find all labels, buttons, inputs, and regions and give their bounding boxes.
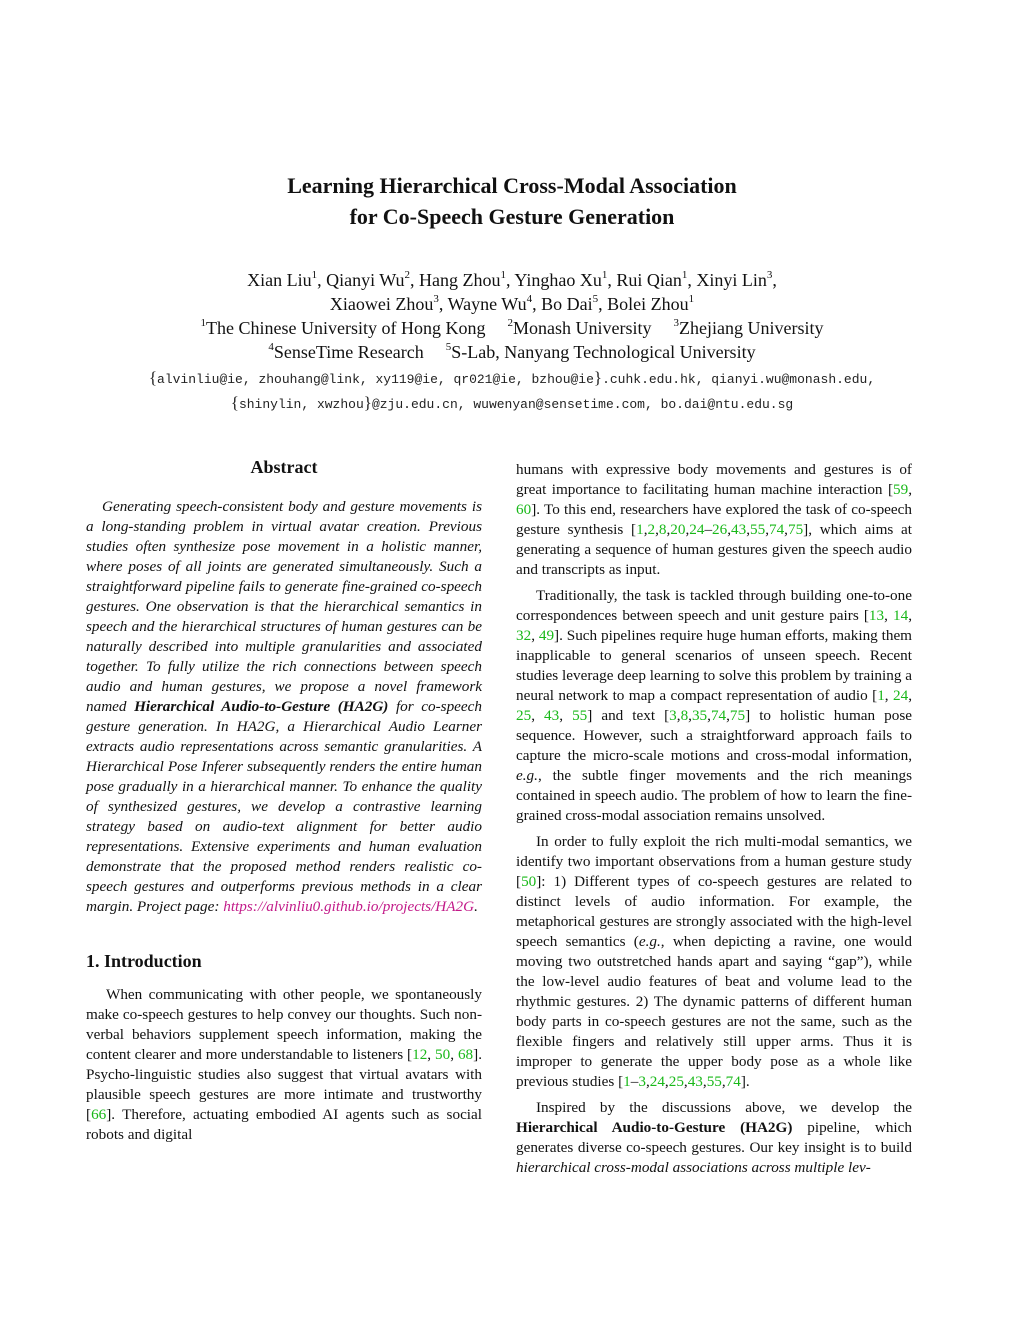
body-paragraph: In order to fully exploit the rich multi-modal semantics, we identify two important observations from a human gesture study [50]: 1) Different types of co-speech gestures are related to distinct levels of audio information. For example, the metaphorical gestures are strongly associated with the high-level speech semantics (e.g., when depicting a ravine, one would moving two outstretched hands apart and saying “gap”), while the low-level audio features of beat and volume lead to the rhythmic gestures. 2) The dynamic patterns of different human body parts in co-speech gestures are not the same, such as the flexible fingers and relatively still upper arms. Thus it is improper to generate the upper body pose as a whole like previous studies [1–3,24,25,43,55,74]. xyxy=(516,833,912,1090)
author-name: Wayne Wu xyxy=(447,294,527,314)
citation-link[interactable]: 24 xyxy=(649,1073,665,1090)
paper-title xyxy=(0,170,1024,232)
citation-link[interactable]: 74 xyxy=(768,521,785,538)
citation-link[interactable]: 25 xyxy=(668,1073,684,1090)
email-group: alvinliu@ie, zhouhang@link, xy119@ie, qr021@ie, bzhou@ie xyxy=(157,372,594,387)
citation-link[interactable]: 1 xyxy=(877,687,885,704)
citation-link[interactable]: 2 xyxy=(647,521,656,538)
body-paragraph: humans with expressive body movements and gestures is of great importance to facilitating human machine interaction [59, 60]. To this end, researchers have explored the task of co-speech gesture synthesis [1,2,8,20,24–26,43,55,74,75], which aims at generating a sequence of human gestures given the speech audio and transcripts as input. xyxy=(516,461,912,578)
author-line-1: Xian Liu$^1$, Qianyi Wu$^2$, Hang Zhou$^1$, Yinghao Xu$^1$, Rui Qian$^1$, Xinyi Lin$^3$, xyxy=(247,269,777,290)
introduction-heading: 1. Introduction xyxy=(86,951,202,971)
affiliation-line-1 xyxy=(0,316,1024,340)
citation-link[interactable]: 55 xyxy=(706,1073,722,1090)
author-sup: 2 xyxy=(404,269,411,281)
citation-link[interactable]: 24 xyxy=(689,521,705,538)
title-line-2: for Co-Speech Gesture Generation xyxy=(349,204,675,229)
citation-link[interactable]: 35 xyxy=(691,707,708,724)
citation-link[interactable]: 20 xyxy=(670,521,686,538)
author-name: Yinghao Xu xyxy=(514,270,602,290)
text-run: In order to fully exploit the rich multi-modal semantics, we identify two important observations from a human gesture study [ xyxy=(516,833,912,890)
citation-link[interactable]: 75 xyxy=(787,521,804,538)
email-suffix: .cuhk.edu.hk, qianyi.wu@monash.edu, xyxy=(602,372,876,387)
abstract-heading: Abstract xyxy=(250,457,318,477)
affiliation-name: SenseTime Research xyxy=(273,342,424,362)
citation-link[interactable]: 26 xyxy=(712,521,728,538)
email-suffix: @zju.edu.cn, wuwenyan@sensetime.com, bo.dai@ntu.edu.sg xyxy=(371,397,794,412)
text-run: Inspired by the discussions above, we develop the xyxy=(536,1099,912,1116)
text-run: pipeline, which generates diverse co-speech gestures. Our key insight is to build xyxy=(516,1119,912,1156)
author-name: Xian Liu xyxy=(247,270,312,290)
citation-link[interactable]: 3 xyxy=(669,707,677,724)
text-run: ] to holistic human pose sequence. However, such a straightforward approach fails to capture the micro-scale motions and cross-modal information, xyxy=(516,707,913,764)
text-run: , when depicting a ravine, one would moving two outstretched hands apart and saying “gap”), while the low-level audio features of beat and volume lead to the rhythmic gestures. 2) The dynamic patterns of different human body parts in co-speech gestures are not the same, such as the flexible fingers and relatively still upper arms. Thus it is improper to generate the upper body pose as a whole like previous studies [ xyxy=(516,933,912,1090)
citation-link[interactable]: 24 xyxy=(893,687,909,704)
author-line-2: Xiaowei Zhou$^3$, Wayne Wu$^4$, Bo Dai$^5$, Bolei Zhou$^1$ xyxy=(329,293,695,314)
email-group: shinylin, xwzhou xyxy=(238,397,364,412)
text-run: ], which aims at generating a sequence of human gestures given the speech audio and transcripts as input. xyxy=(516,521,912,578)
citation-link[interactable]: 74 xyxy=(710,707,727,724)
text-run: ]. To this end, researchers have explored the task of co-speech gesture synthesis [ xyxy=(516,501,912,538)
abstract-end: . xyxy=(474,898,478,915)
abstract-part: for co-speech gesture generation. In HA2G, a Hierarchical Audio Learner extracts audio representations across semantic granularities. A Hierarchical Pose Inferer subsequently renders the entire human pose gradually in a hierarchical manner. To enhance the quality of synthesized gestures, we develop a contrastive learning strategy based on audio-text alignment for better audio representations. Extensive experiments and human evaluation demonstrate that the proposed method renders realistic co-speech gestures and outperforms previous methods in a clear margin. Project page: xyxy=(86,698,482,915)
body-paragraph xyxy=(516,1098,912,1178)
author-name: Rui Qian xyxy=(616,270,682,290)
citation-link[interactable]: 50 xyxy=(521,873,537,890)
affiliation-name: The Chinese University of Hong Kong xyxy=(206,318,486,338)
eg-abbrev: e.g. xyxy=(516,767,538,784)
citation-link[interactable]: 25 xyxy=(516,707,532,724)
affiliation-sup: 2 xyxy=(507,317,513,329)
citation-link[interactable]: 74 xyxy=(725,1073,741,1090)
project-page-link[interactable]: https://alvinliu0.github.io/projects/HA2G xyxy=(223,898,475,915)
citation-link[interactable]: 43 xyxy=(687,1073,703,1090)
citation-link[interactable]: 1 xyxy=(636,521,644,538)
email-block xyxy=(0,366,1024,416)
affiliation-line-2 xyxy=(0,340,1024,364)
citation-link[interactable]: 14 xyxy=(893,607,909,624)
affiliation-name: Monash University xyxy=(513,318,652,338)
author-sup: 3 xyxy=(766,269,773,281)
citation-link[interactable]: 50 xyxy=(435,1046,451,1063)
citation-link[interactable]: 60 xyxy=(516,501,532,518)
citation-link[interactable]: 12 xyxy=(412,1046,428,1063)
author-name: Qianyi Wu xyxy=(326,270,405,290)
text-run: ]. Psycho-linguistic studies also suggest that virtual avatars with plausible speech gestures are more intimate and trustworthy [ xyxy=(86,1046,482,1123)
citation-link[interactable]: 43 xyxy=(544,707,560,724)
title-line-1: Learning Hierarchical Cross-Modal Association xyxy=(287,173,737,198)
citation-link[interactable]: 68 xyxy=(457,1046,474,1063)
left-column xyxy=(86,455,482,1151)
citation-link[interactable]: 32 xyxy=(516,627,532,644)
citation-link[interactable]: 75 xyxy=(729,707,746,724)
author-block xyxy=(0,268,1024,364)
right-column xyxy=(516,460,912,1184)
citation-link[interactable]: 66 xyxy=(91,1106,107,1123)
author-name: Xinyi Lin xyxy=(696,270,767,290)
author-name: Hang Zhou xyxy=(419,270,501,290)
author-sup: 3 xyxy=(433,293,439,305)
citation-link[interactable]: 3 xyxy=(638,1073,646,1090)
email-line-2: {shinylin, xwzhou}@zju.edu.cn, wuwenyan@sensetime.com, bo.dai@ntu.edu.sg xyxy=(230,393,794,412)
author-name: Bo Dai xyxy=(541,294,593,314)
affiliation-name: S-Lab, Nanyang Technological University xyxy=(451,342,756,362)
abstract-text xyxy=(86,497,482,917)
text-run: Traditionally, the task is tackled through building one-to-one correspondences between speech and unit gesture pairs [ xyxy=(516,587,912,624)
affiliation-sup: 3 xyxy=(673,317,679,329)
citation-link[interactable]: 55 xyxy=(750,521,766,538)
citation-link[interactable]: 59 xyxy=(893,481,909,498)
method-name: Hierarchical Audio-to-Gesture (HA2G) xyxy=(134,698,389,715)
author-sup: 1 xyxy=(688,293,695,305)
text-run: ]: 1) Different types of co-speech gestures are related to distinct levels of audio information. For example, the metaphorical gestures are strongly associated with the high-level speech semantics ( xyxy=(516,873,912,950)
affiliation-sup: 4 xyxy=(268,341,274,353)
email-line-1: {alvinliu@ie, zhouhang@link, xy119@ie, qr021@ie, bzhou@ie}.cuhk.edu.hk, qianyi.wu@monash.edu, xyxy=(148,368,876,387)
author-sup: 1 xyxy=(681,269,688,281)
abstract-part: Generating speech-consistent body and gesture movements is a long-standing problem in virtual avatar creation. Previous studies often synthesize pose movement in a holistic manner, where poses of all joints are generated simultaneously. Such a straightforward pipeline fails to generate fine-grained co-speech gestures. One observation is that the hierarchical semantics in speech and the hierarchical structures of human gestures can be naturally described into multiple granularities and associated together. To fully utilize the rich connections between speech audio and human gestures, we propose a novel framework named xyxy=(86,498,482,715)
author-sup: 5 xyxy=(592,293,599,305)
text-run: ]. Such pipelines require huge human efforts, making them inapplicable to general scenarios of unseen speech. Recent studies leverage deep learning to solve this problem by training a neural network to map a compact representation of audio [ xyxy=(516,627,912,704)
author-sup: 1 xyxy=(311,269,318,281)
body-paragraph: Traditionally, the task is tackled through building one-to-one correspondences between speech and unit gesture pairs [13, 14, 32, 49]. Such pipelines require huge human efforts, making them inapplicable to general scenarios of unseen speech. Recent studies leverage deep learning to solve this problem by training a neural network to map a compact representation of audio [1, 24, 25, 43, 55] and text [3,8,35,74,75] to holistic human pose sequence. However, such a straightforward approach fails to capture the micro-scale motions and cross-modal information, e.g., the subtle finger movements and the rich meanings contained in speech audio. The problem of how to learn the fine-grained cross-modal association remains unsolved. xyxy=(516,587,913,824)
citation-link[interactable]: 8 xyxy=(658,521,667,538)
affiliation-sup: 1 xyxy=(200,317,207,329)
method-name: Hierarchical Audio-to-Gesture (HA2G) xyxy=(516,1119,793,1136)
citation-link[interactable]: 49 xyxy=(538,627,555,644)
text-run: ] and text [ xyxy=(587,707,670,724)
text-run: When communicating with other people, we spontaneously make co-speech gestures to help convey our thoughts. Such non-verbal behaviors supplement speech information, making the content clearer and more understandable to listeners [ xyxy=(86,986,482,1063)
text-run: ]. xyxy=(740,1073,750,1090)
text-run: humans with expressive body movements and gestures is of great importance to facilitating human machine interaction [ xyxy=(516,461,912,498)
key-insight-text: hierarchical cross-modal associations across multiple lev- xyxy=(516,1159,871,1176)
affiliation-name: Zhejiang University xyxy=(679,318,824,338)
citation-link[interactable]: 13 xyxy=(868,607,885,624)
author-sup: 1 xyxy=(500,269,507,281)
citation-link[interactable]: 8 xyxy=(680,707,689,724)
text-run: , the subtle finger movements and the rich meanings contained in speech audio. The problem of how to learn the fine-grained cross-modal association remains unsolved. xyxy=(516,767,912,824)
text-run: ]. Therefore, actuating embodied AI agents such as social robots and digital xyxy=(86,1106,482,1143)
author-sup: 4 xyxy=(526,293,533,305)
author-sup: 1 xyxy=(601,269,608,281)
intro-paragraph: When communicating with other people, we spontaneously make co-speech gestures to help convey our thoughts. Such non-verbal behaviors supplement speech information, making the content clearer and more understandable to listeners [12, 50, 68]. Psycho-linguistic studies also suggest that virtual avatars with plausible speech gestures are more intimate and trustworthy [66]. Therefore, actuating embodied AI agents such as social robots and digital xyxy=(86,986,482,1143)
citation-link[interactable]: 1 xyxy=(623,1073,631,1090)
affiliation-sup: 5 xyxy=(445,341,452,353)
citation-link[interactable]: 55 xyxy=(572,707,588,724)
author-name: Bolei Zhou xyxy=(607,294,689,314)
citation-link[interactable]: 43 xyxy=(731,521,747,538)
eg-abbrev: e.g. xyxy=(638,933,661,950)
author-name: Xiaowei Zhou xyxy=(329,294,434,314)
